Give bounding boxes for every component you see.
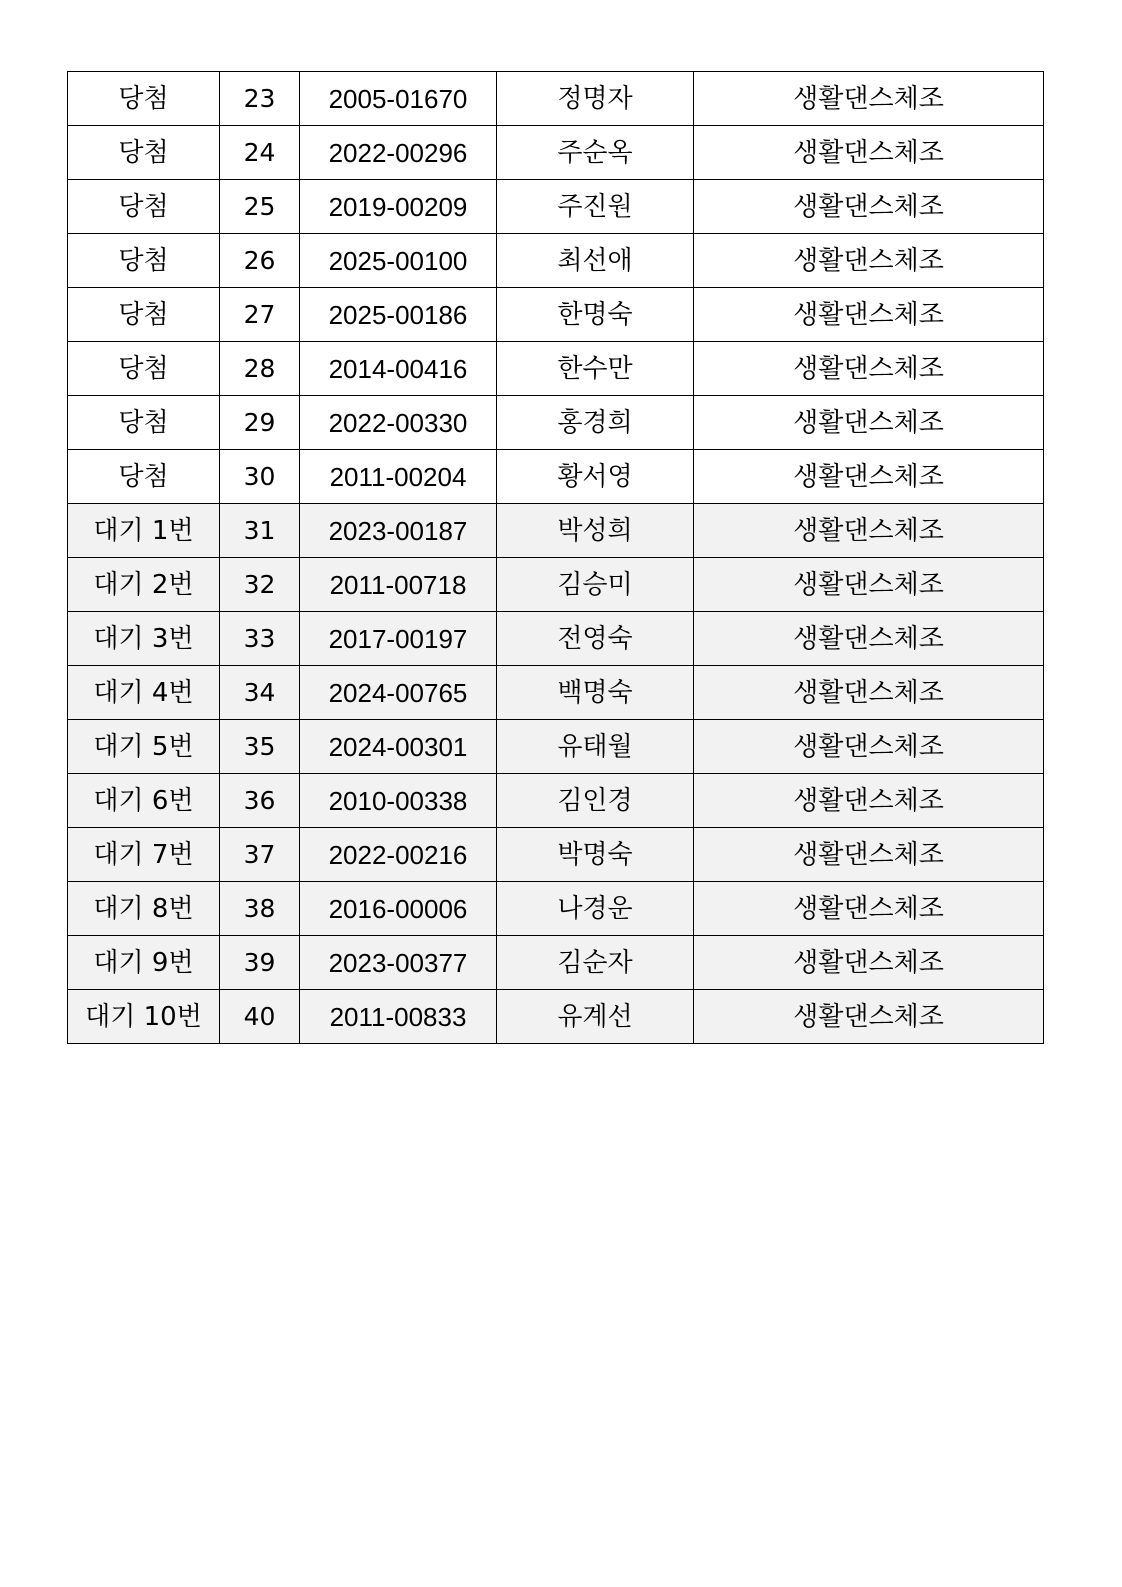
table-row — [68, 936, 1044, 990]
member-id-cell: 2025-00186 — [300, 288, 497, 342]
number-cell: 28 — [220, 342, 300, 396]
member-id-cell: 2023-00187 — [300, 504, 497, 558]
member-id-cell: 2010-00338 — [300, 774, 497, 828]
program-cell: 생활댄스체조 — [694, 990, 1044, 1044]
program-cell: 생활댄스체조 — [694, 720, 1044, 774]
program-cell: 생활댄스체조 — [694, 450, 1044, 504]
name-cell: 유태월 — [497, 720, 694, 774]
table-row — [68, 774, 1044, 828]
program-cell: 생활댄스체조 — [694, 234, 1044, 288]
member-id-cell: 2019-00209 — [300, 180, 497, 234]
number-cell: 37 — [220, 828, 300, 882]
name-cell: 주진원 — [497, 180, 694, 234]
name-cell: 주순옥 — [497, 126, 694, 180]
member-id-cell: 2017-00197 — [300, 612, 497, 666]
status-cell: 대기 3번 — [68, 612, 220, 666]
table-row — [68, 126, 1044, 180]
program-cell: 생활댄스체조 — [694, 396, 1044, 450]
member-id-cell: 2011-00718 — [300, 558, 497, 612]
member-id-cell: 2005-01670 — [300, 72, 497, 126]
program-cell: 생활댄스체조 — [694, 558, 1044, 612]
table-row — [68, 288, 1044, 342]
status-cell: 대기 6번 — [68, 774, 220, 828]
table-row — [68, 450, 1044, 504]
name-cell: 최선애 — [497, 234, 694, 288]
member-id-cell: 2024-00765 — [300, 666, 497, 720]
name-cell: 한수만 — [497, 342, 694, 396]
member-id-cell: 2011-00204 — [300, 450, 497, 504]
status-cell: 대기 4번 — [68, 666, 220, 720]
name-cell: 김인경 — [497, 774, 694, 828]
program-cell: 생활댄스체조 — [694, 936, 1044, 990]
number-cell: 40 — [220, 990, 300, 1044]
status-cell: 당첨 — [68, 342, 220, 396]
status-cell: 대기 5번 — [68, 720, 220, 774]
number-cell: 27 — [220, 288, 300, 342]
member-id-cell: 2022-00216 — [300, 828, 497, 882]
status-cell: 당첨 — [68, 450, 220, 504]
program-cell: 생활댄스체조 — [694, 612, 1044, 666]
table-row — [68, 504, 1044, 558]
number-cell: 31 — [220, 504, 300, 558]
table-row — [68, 234, 1044, 288]
name-cell: 정명자 — [497, 72, 694, 126]
status-cell: 당첨 — [68, 126, 220, 180]
status-cell: 대기 8번 — [68, 882, 220, 936]
table-row — [68, 990, 1044, 1044]
program-cell: 생활댄스체조 — [694, 72, 1044, 126]
member-id-cell: 2011-00833 — [300, 990, 497, 1044]
number-cell: 35 — [220, 720, 300, 774]
status-cell: 대기 10번 — [68, 990, 220, 1044]
member-id-cell: 2014-00416 — [300, 342, 497, 396]
program-cell: 생활댄스체조 — [694, 882, 1044, 936]
name-cell: 박성희 — [497, 504, 694, 558]
number-cell: 23 — [220, 72, 300, 126]
status-cell: 당첨 — [68, 72, 220, 126]
lottery-result-table — [67, 71, 1044, 1044]
name-cell: 홍경희 — [497, 396, 694, 450]
program-cell: 생활댄스체조 — [694, 180, 1044, 234]
number-cell: 39 — [220, 936, 300, 990]
program-cell: 생활댄스체조 — [694, 342, 1044, 396]
lottery-result-sheet — [67, 71, 1043, 1044]
number-cell: 38 — [220, 882, 300, 936]
member-id-cell: 2022-00296 — [300, 126, 497, 180]
number-cell: 34 — [220, 666, 300, 720]
name-cell: 김순자 — [497, 936, 694, 990]
name-cell: 김승미 — [497, 558, 694, 612]
name-cell: 백명숙 — [497, 666, 694, 720]
program-cell: 생활댄스체조 — [694, 288, 1044, 342]
member-id-cell: 2025-00100 — [300, 234, 497, 288]
table-row — [68, 612, 1044, 666]
program-cell: 생활댄스체조 — [694, 666, 1044, 720]
name-cell: 전영숙 — [497, 612, 694, 666]
status-cell: 당첨 — [68, 180, 220, 234]
number-cell: 25 — [220, 180, 300, 234]
status-cell: 당첨 — [68, 396, 220, 450]
program-cell: 생활댄스체조 — [694, 828, 1044, 882]
member-id-cell: 2022-00330 — [300, 396, 497, 450]
table-row — [68, 396, 1044, 450]
table-body — [68, 72, 1044, 1044]
program-cell: 생활댄스체조 — [694, 504, 1044, 558]
name-cell: 유계선 — [497, 990, 694, 1044]
name-cell: 황서영 — [497, 450, 694, 504]
number-cell: 29 — [220, 396, 300, 450]
table-row — [68, 180, 1044, 234]
status-cell: 대기 7번 — [68, 828, 220, 882]
name-cell: 한명숙 — [497, 288, 694, 342]
number-cell: 36 — [220, 774, 300, 828]
table-row — [68, 882, 1044, 936]
table-row — [68, 666, 1044, 720]
table-row — [68, 342, 1044, 396]
number-cell: 33 — [220, 612, 300, 666]
status-cell: 당첨 — [68, 234, 220, 288]
member-id-cell: 2016-00006 — [300, 882, 497, 936]
status-cell: 대기 1번 — [68, 504, 220, 558]
table-row — [68, 558, 1044, 612]
name-cell: 나경운 — [497, 882, 694, 936]
table-row — [68, 720, 1044, 774]
name-cell: 박명숙 — [497, 828, 694, 882]
status-cell: 대기 9번 — [68, 936, 220, 990]
status-cell: 대기 2번 — [68, 558, 220, 612]
member-id-cell: 2023-00377 — [300, 936, 497, 990]
number-cell: 26 — [220, 234, 300, 288]
number-cell: 24 — [220, 126, 300, 180]
table-row — [68, 828, 1044, 882]
program-cell: 생활댄스체조 — [694, 774, 1044, 828]
program-cell: 생활댄스체조 — [694, 126, 1044, 180]
status-cell: 당첨 — [68, 288, 220, 342]
number-cell: 30 — [220, 450, 300, 504]
table-row — [68, 72, 1044, 126]
number-cell: 32 — [220, 558, 300, 612]
member-id-cell: 2024-00301 — [300, 720, 497, 774]
